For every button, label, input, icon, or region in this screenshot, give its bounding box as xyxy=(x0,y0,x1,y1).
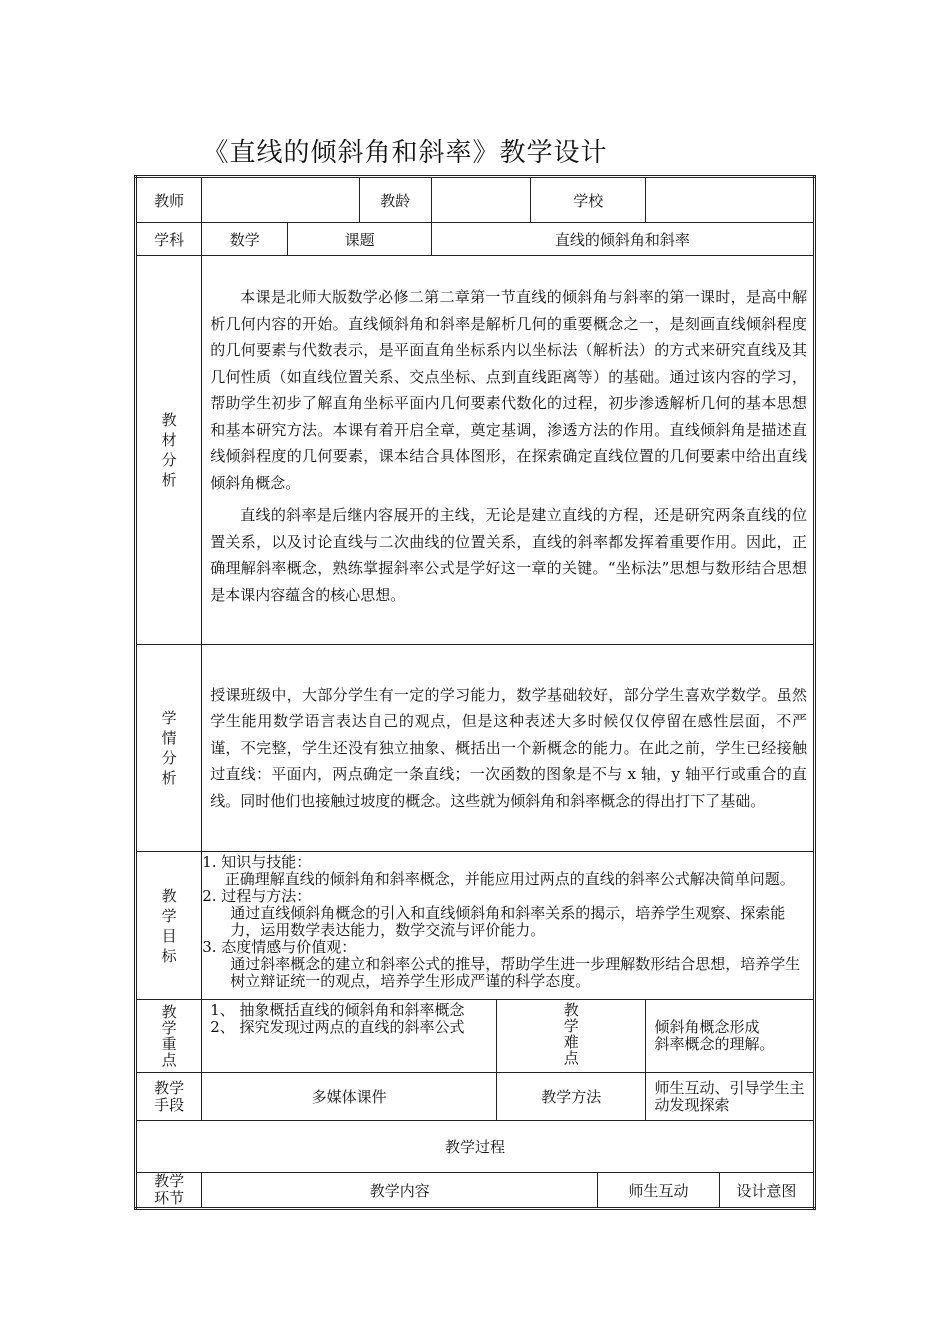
teacher-value xyxy=(202,177,359,223)
col-content: 教学内容 xyxy=(202,1173,598,1209)
document-title: 《直线的倾斜角和斜率》教学设计 xyxy=(202,138,608,168)
school-value xyxy=(646,177,815,223)
teaching-goals-label: 教 学 目 标 xyxy=(136,852,202,1000)
student-analysis-row xyxy=(136,645,815,852)
age-label: 教龄 xyxy=(359,177,431,223)
col-interaction: 师生互动 xyxy=(598,1173,719,1209)
material-analysis-row xyxy=(136,256,815,645)
goal-2-text: 通过直线倾斜角概念的引入和直线倾斜角和斜率关系的揭示，培养学生观察、探索能力，运用数学表达能力，数学交流与评价能力。 xyxy=(230,904,786,939)
process-heading: 教学过程 xyxy=(136,1121,815,1173)
key-points-row xyxy=(136,1000,815,1073)
header-row xyxy=(136,177,815,223)
lesson-plan-table xyxy=(134,175,816,1210)
school-label: 学校 xyxy=(531,177,646,223)
method-label: 教学方法 xyxy=(497,1073,646,1121)
teacher-label: 教师 xyxy=(136,177,202,223)
key-point-2: 2、 探究发现过两点的直线的斜率公式 xyxy=(210,1018,465,1036)
col-intent: 设计意图 xyxy=(719,1173,814,1209)
topic-label: 课题 xyxy=(288,223,431,256)
means-row xyxy=(136,1073,815,1121)
goal-3-text: 通过斜率概念的建立和斜率公式的推导，帮助学生进一步理解数形结合思想，培养学生树立辩证统一的观点，培养学生形成严谨的科学态度。 xyxy=(230,955,801,990)
subject-value: 数学 xyxy=(202,223,288,256)
difficulty-line-1: 倾斜角概念形成 xyxy=(654,1018,760,1036)
topic-value: 直线的倾斜角和斜率 xyxy=(431,223,814,256)
goal-2-title: 2. 过程与方法： xyxy=(202,887,312,905)
material-paragraph-1: 本课是北师大版数学必修二第二章第一节直线的倾斜角与斜率的第一课时，是高中解析几何内容的开始。直线倾斜角和斜率是解析几何的重要概念之一，是刻画直线倾斜程度的几何要素与代数表示，是平面直角坐标系内以坐标法（解析法）的方式来研究直线及其几何性质（如直线位置关系、交点坐标、点到直线距离等）的基础。通过该内容的学习，帮助学生初步了解直角坐标平面内几何要素代数化的过程，初步渗透解析几何的基本思想和基本研究方法。本课有着开启全章，奠定基调，渗透方法的作用。直线倾斜角是描述直线倾斜程度的几何要素，课本结合具体图形，在探索确定直线位置的几何要素中给出直线倾斜角概念。 xyxy=(210,288,807,492)
goal-3-title: 3. 态度情感与价值观： xyxy=(202,938,357,956)
means-value: 多媒体课件 xyxy=(202,1073,497,1121)
key-point-1: 1、 抽象概括直线的倾斜角和斜率概念 xyxy=(210,1001,465,1019)
difficulty-label: 教 学 难 点 xyxy=(497,1000,646,1073)
age-value xyxy=(431,177,530,223)
process-columns-row xyxy=(136,1173,815,1209)
goal-1-text: 正确理解直线的倾斜角和斜率概念，并能应用过两点的直线的斜率公式解决简单问题。 xyxy=(224,870,795,888)
material-paragraph-2: 直线的斜率是后继内容展开的主线，无论是建立直线的方程，还是研究两条直线的位置关系，以及讨论直线与二次曲线的位置关系，直线的斜率都发挥着重要作用。因此，正确理解斜率概念，熟练掌握斜率公式是学好这一章的关键。“坐标法”思想与数形结合思想是本课内容蕴含的核心思想。 xyxy=(210,506,807,604)
goal-1-title: 1. 知识与技能： xyxy=(202,853,312,871)
process-heading-row xyxy=(136,1121,815,1173)
subject-row xyxy=(136,223,815,256)
means-label: 教学手段 xyxy=(136,1073,202,1121)
col-stage: 教学环节 xyxy=(136,1173,202,1209)
student-analysis-text: 授课班级中，大部分学生有一定的学习能力，数学基础较好，部分学生喜欢学数学。虽然学生能用数学语言表达自己的观点，但是这种表述大多时候仅仅停留在感性层面，不严谨，不完整，学生还没有独立抽象、概括出一个新概念的能力。在此之前，学生已经接触过直线：平面内，两点确定一条直线；一次函数的图象是不与 x 轴，y 轴平行或重合的直线。同时他们也接触过坡度的概念。这些就为倾斜角和斜率概念的得出打下了基础。 xyxy=(210,685,807,810)
subject-label: 学科 xyxy=(136,223,202,256)
key-points-label: 教 学 重 点 xyxy=(136,1000,202,1073)
material-analysis-label: 教 材 分 析 xyxy=(136,256,202,645)
teaching-goals-row xyxy=(136,852,815,1000)
difficulty-line-2: 斜率概念的理解。 xyxy=(654,1035,775,1053)
method-value: 师生互动、引导学生主动发现探索 xyxy=(646,1073,815,1121)
student-analysis-label: 学 情 分 析 xyxy=(136,645,202,852)
